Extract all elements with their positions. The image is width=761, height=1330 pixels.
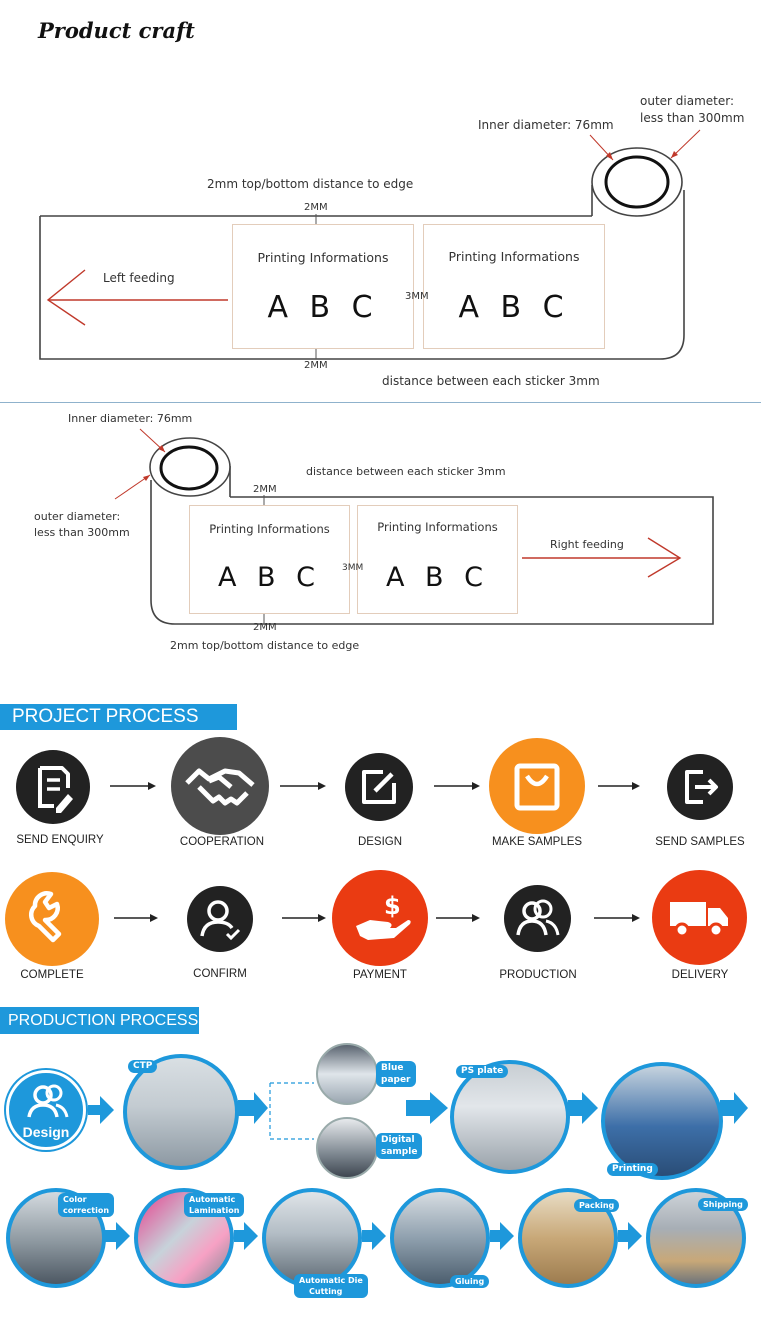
packing-tag: Packing [574,1199,619,1212]
bottom-outer-diameter-line2: less than 300mm [34,526,130,539]
bottom-gap-label: 3MM [342,563,364,573]
top-mm-bottom: 2MM [304,360,328,371]
lamination-tag [184,1193,244,1217]
cooperation-label: COOPERATION [179,836,265,848]
lamination-tag-line1: Automatic [189,1195,236,1204]
digital-sample-photo [316,1117,378,1179]
project-row1-arrows [0,776,761,796]
top-sticker-2 [423,224,605,349]
die-cutting-tag-line2: Cutting [309,1287,343,1296]
top-sticker-2-text: A B C [458,290,570,325]
top-sticker-2-title: Printing Informations [448,249,580,264]
top-spacing-note: distance between each sticker 3mm [382,374,600,388]
bottom-spacing-note: distance between each sticker 3mm [306,465,506,478]
send-samples-label: SEND SAMPLES [655,836,745,848]
blue-paper-tag-line2: paper [381,1075,411,1085]
ctp-tag: CTP [128,1060,157,1073]
top-outer-diameter-line2: less than 300mm [640,111,745,125]
send-enquiry-label: SEND ENQUIRY [16,834,104,846]
blue-paper-tag-line1: Blue [381,1063,404,1073]
svg-text:$: $ [384,892,401,920]
delivery-label: DELIVERY [671,969,729,981]
design-label: DESIGN [357,836,403,848]
lamination-tag-line2: Lamination [189,1206,240,1215]
bottom-edge-note: 2mm top/bottom distance to edge [170,639,360,652]
digital-sample-tag-line1: Digital [381,1135,415,1145]
bottom-inner-diameter: Inner diameter: 76mm [68,412,193,425]
color-correction-tag-line1: Color [63,1195,87,1204]
bottom-sticker-1-title: Printing Informations [209,522,330,536]
top-gap-label: 3MM [405,291,429,302]
top-edge-note: 2mm top/bottom distance to edge [207,177,414,191]
printing-tag: Printing [607,1163,658,1176]
gluing-tag: Gluing [450,1275,489,1288]
project-row2-arrows [0,908,761,928]
die-cutting-photo [262,1188,362,1288]
top-sticker-1-title: Printing Informations [257,250,389,265]
payment-label: PAYMENT [353,969,407,981]
top-outer-diameter-line1: outer diameter: [640,94,735,108]
make-samples-label: MAKE SAMPLES [491,836,583,848]
production-process-title: PRODUCTION PROCESS [8,1012,199,1029]
bottom-mm-bottom: 2MM [253,622,277,633]
color-correction-tag [58,1193,114,1217]
blue-paper-tag [376,1061,416,1087]
design-badge-label: Design [22,1124,70,1140]
digital-sample-tag-line2: sample [381,1147,418,1157]
gluing-photo [390,1188,490,1288]
complete-label: COMPLETE [20,969,84,981]
project-process-banner [0,704,237,730]
bottom-mm-top: 2MM [253,484,277,495]
shipping-tag: Shipping [698,1198,748,1211]
bottom-sticker-2-title: Printing Informations [377,520,498,534]
bottom-sticker-2-text: A B C [385,562,489,593]
bottom-feed-label: Right feeding [550,538,624,551]
top-feed-label: Left feeding [103,271,175,285]
die-cutting-tag [294,1274,368,1298]
bottom-sticker-1-text: A B C [217,562,321,593]
bottom-outer-diameter-line1: outer diameter: [34,510,121,523]
top-sticker-1-text: A B C [267,290,379,325]
die-cutting-tag-line1: Automatic Die [299,1276,363,1285]
top-sticker-1 [232,224,414,349]
product-craft-title: Product craft [38,18,195,43]
digital-sample-tag [376,1133,422,1159]
blue-paper-photo [316,1043,378,1105]
project-process-title: PROJECT PROCESS [12,706,199,727]
top-inner-diameter: Inner diameter: 76mm [478,118,614,132]
production-label: PRODUCTION [499,969,577,981]
ps-plate-tag: PS plate [456,1065,508,1078]
top-mm-top: 2MM [304,202,328,213]
confirm-label: CONFIRM [193,968,247,980]
color-correction-tag-line2: correction [63,1206,110,1215]
